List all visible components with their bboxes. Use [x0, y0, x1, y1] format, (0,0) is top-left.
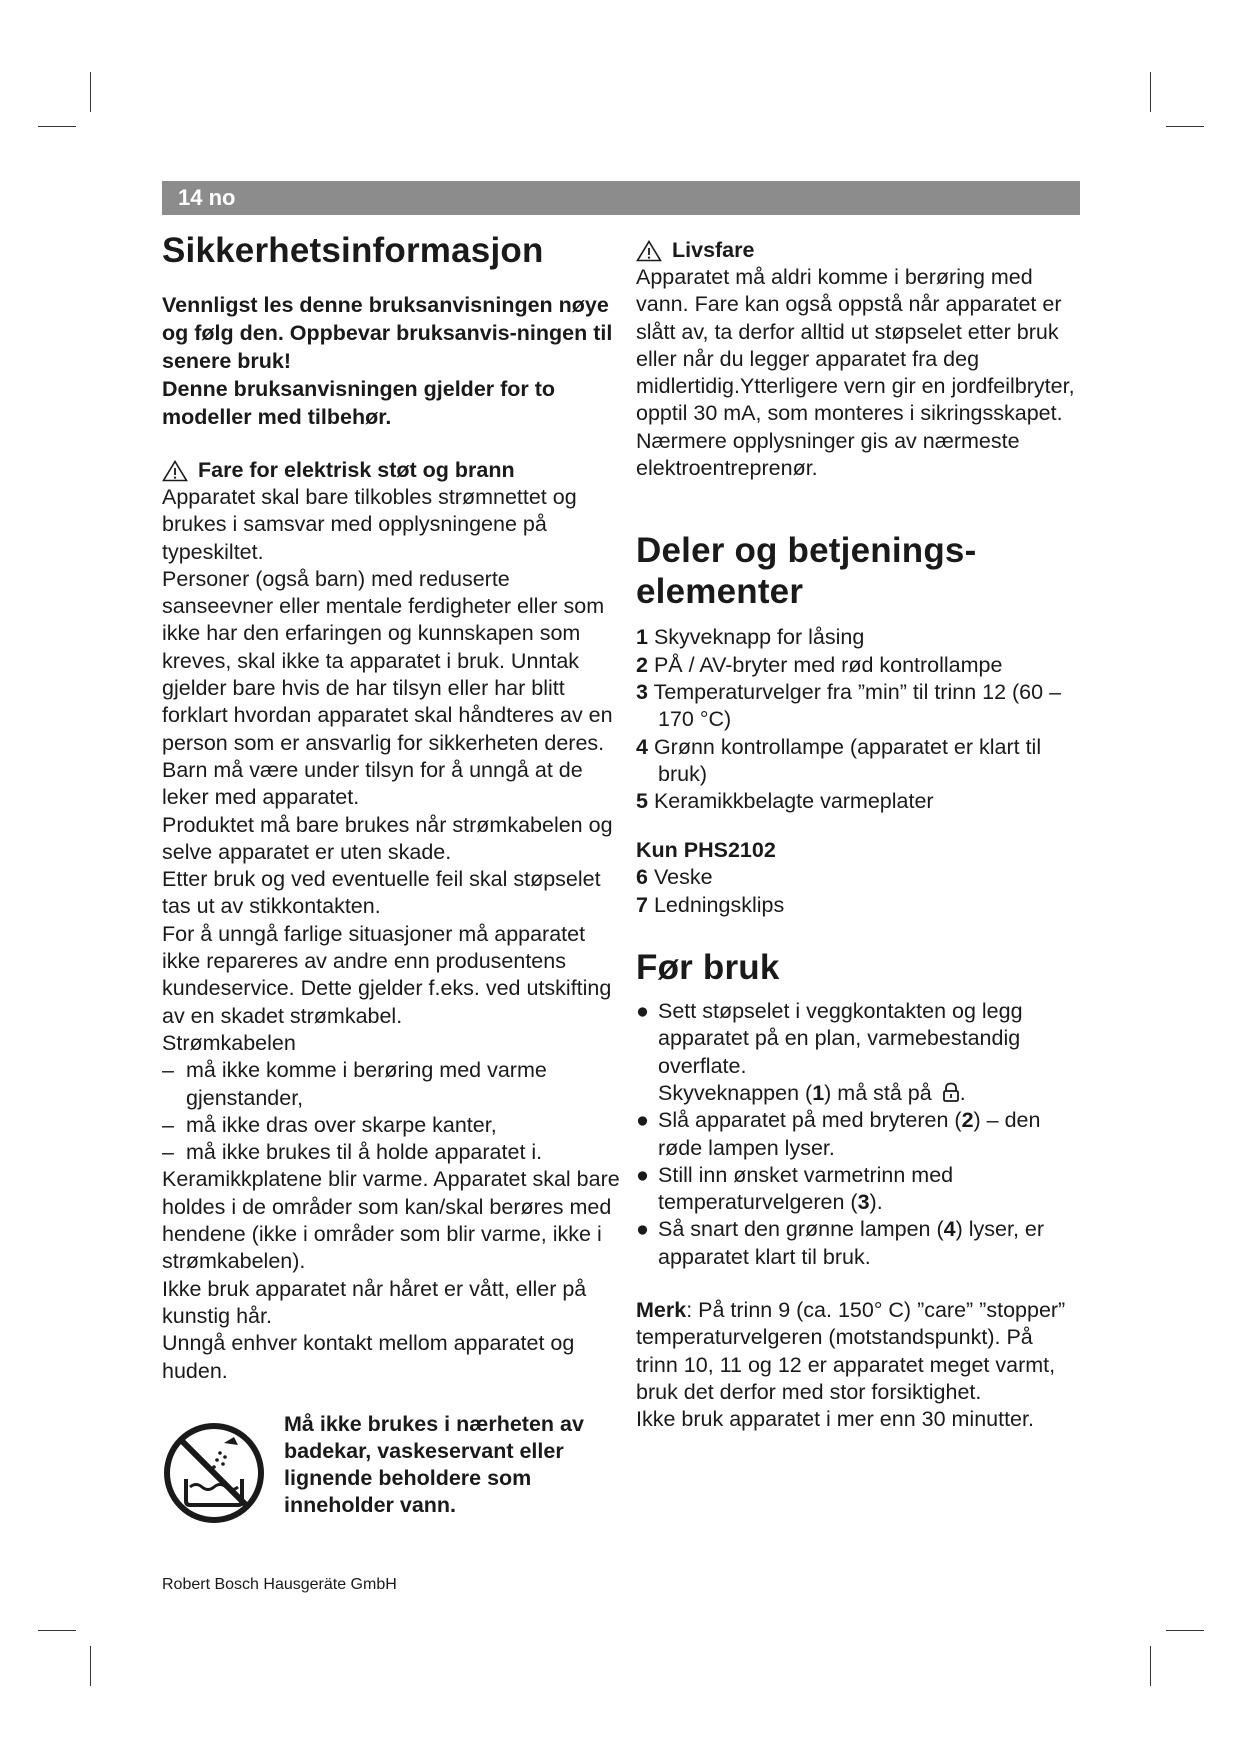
paragraph: Personer (også barn) med reduserte sanseevner eller mentale ferdigheter eller som ikke har den erfaringen og kunnskapen som kreves, skal ikke ta apparatet i bruk. Unntak gjelder bare hvis de har tilsyn eller har blitt forklart hvordan apparatet skal håndteres av en person som er ansvarlig for sikkerheten deres.	[162, 566, 613, 755]
parts-list	[636, 624, 1076, 815]
parts-list	[636, 864, 1076, 919]
dash-item: – må ikke brukes til å holde apparatet i.	[162, 1140, 543, 1165]
section-title-parts: Deler og betjenings-elementer	[636, 531, 977, 612]
crop-mark	[90, 1646, 91, 1686]
page-header-bar	[162, 181, 1080, 215]
warning-heading	[636, 237, 1076, 264]
bullet-item: ● Slå apparatet på med bryteren (2) – den røde lampen lyser.	[636, 1108, 1041, 1160]
paragraph: Strømkabelen	[162, 1030, 296, 1055]
section-title-before-use: Før bruk	[636, 948, 780, 988]
crop-mark	[38, 1630, 76, 1631]
right-column	[636, 230, 1076, 1434]
list-item: 4 Grønn kontrollampe (apparatet er klart til bruk)	[636, 734, 1042, 786]
paragraph: Etter bruk og ved eventuelle feil skal støpselet tas ut av stikkontakten.	[162, 867, 601, 919]
section-title-safety: Sikkerhetsinformasjon	[162, 231, 544, 270]
crop-mark	[90, 72, 91, 112]
warning-title: Fare for elektrisk støt og brann	[198, 458, 515, 482]
safety-text	[162, 484, 622, 1385]
intro-text: Denne bruksanvisningen gjelder for to modeller med tilbehør.	[162, 377, 556, 429]
list-item: 5 Keramikkbelagte varmeplater	[636, 789, 934, 814]
no-bath-warning	[162, 1411, 622, 1525]
paragraph: Ikke bruk apparatet når håret er vått, eller på kunstig hår.	[162, 1276, 587, 1328]
bullet-item: ● Still inn ønsket varmetrinn med temperaturvelgeren (3).	[636, 1162, 954, 1215]
left-column	[162, 230, 622, 1525]
paragraph: Produktet må bare brukes når strømkabelen og selve apparatet er uten skade.	[162, 812, 613, 864]
list-item: 3 Temperaturvelger fra ”min” til trinn 12 (60 – 170 °C)	[636, 679, 1062, 732]
paragraph: Barn må være under tilsyn for å unngå at de leker med apparatet.	[162, 757, 583, 810]
crop-mark	[1150, 72, 1151, 112]
bullet-item: ● Så snart den grønne lampen (4) lyser, er apparatet klart til bruk.	[636, 1217, 1045, 1269]
crop-mark	[38, 126, 76, 127]
list-item: 7 Ledningsklips	[636, 892, 785, 917]
crop-mark	[1150, 1646, 1151, 1686]
model-label: Kun PHS2102	[636, 838, 776, 863]
paragraph: For å unngå farlige situasjoner må apparatet ikke repareres av andre enn produsentens kundeservice. Dette gjelder f.eks. ved utskifting av en skadet strømkabel.	[162, 921, 612, 1028]
paragraph: Keramikkplatene blir varme. Apparatet skal bare holdes i de områder som kan/skal berøres med hendene (ikke i områder som blir varme, ikke i strømkabelen).	[162, 1167, 620, 1274]
note-text: Ikke bruk apparatet i mer enn 30 minutter.	[636, 1407, 1034, 1432]
paragraph: Unngå enhver kontakt mellom apparatet og huden.	[162, 1331, 575, 1383]
bullet-item-continued: Skyveknappen (1) må stå på .	[658, 1080, 966, 1105]
dash-item: – må ikke komme i berøring med varme gjenstander,	[162, 1058, 547, 1110]
bullet-item: ● Sett støpselet i veggkontakten og legg apparatet på en plan, varmebestandig overflate.	[636, 999, 1023, 1078]
list-item: 6 Veske	[636, 865, 713, 890]
no-bath-text: Må ikke brukes i nærheten av badekar, vaskeservant eller lignende beholdere som inneholder vann.	[284, 1411, 584, 1517]
intro-block	[162, 291, 622, 431]
list-item: 2 PÅ / AV-bryter med rød kontrollampe	[636, 652, 1003, 677]
footer-company: Robert Bosch Hausgeräte GmbH	[162, 1576, 397, 1593]
before-use-list	[636, 998, 1076, 1271]
warning-title: Livsfare	[672, 238, 755, 262]
warning-triangle-icon	[162, 460, 188, 482]
list-item: 1 Skyveknapp for låsing	[636, 625, 865, 650]
no-water-prohibition-icon	[162, 1421, 266, 1525]
page-label: 14 no	[178, 185, 236, 210]
note-text: Merk: På trinn 9 (ca. 150° C) ”care” ”stopper” temperaturvelgeren (motstandspunkt). På trinn 10, 11 og 12 er apparatet meget varmt, bruk det derfor med stor forsiktighet.	[636, 1298, 1066, 1404]
crop-mark	[1166, 1630, 1204, 1631]
note-block	[636, 1297, 1076, 1433]
life-danger-text	[636, 264, 1076, 482]
paragraph: Apparatet må aldri komme i berøring med vann. Fare kan også oppstå når apparatet er slått av, ta derfor alltid ut støpselet etter bruk eller når du legger apparatet fra deg midlertidig.Ytterligere vern gir en jordfeilbryter, opptil 30 mA, som monteres i sikringsskapet. Nærmere opplysninger gis av nærmeste elektroentreprenør.	[636, 265, 1075, 481]
warning-triangle-icon	[636, 240, 662, 262]
dash-item: – må ikke dras over skarpe kanter,	[162, 1112, 497, 1137]
intro-text: Vennligst les denne bruksanvisningen nøye og følg den. Oppbevar bruksanvis-ningen til senere bruk!	[162, 293, 613, 373]
paragraph: Apparatet skal bare tilkobles strømnettet og brukes i samsvar med opplysningene på typeskiltet.	[162, 485, 577, 564]
warning-heading	[162, 457, 622, 484]
crop-mark	[1166, 126, 1204, 127]
lock-icon	[942, 1082, 960, 1102]
